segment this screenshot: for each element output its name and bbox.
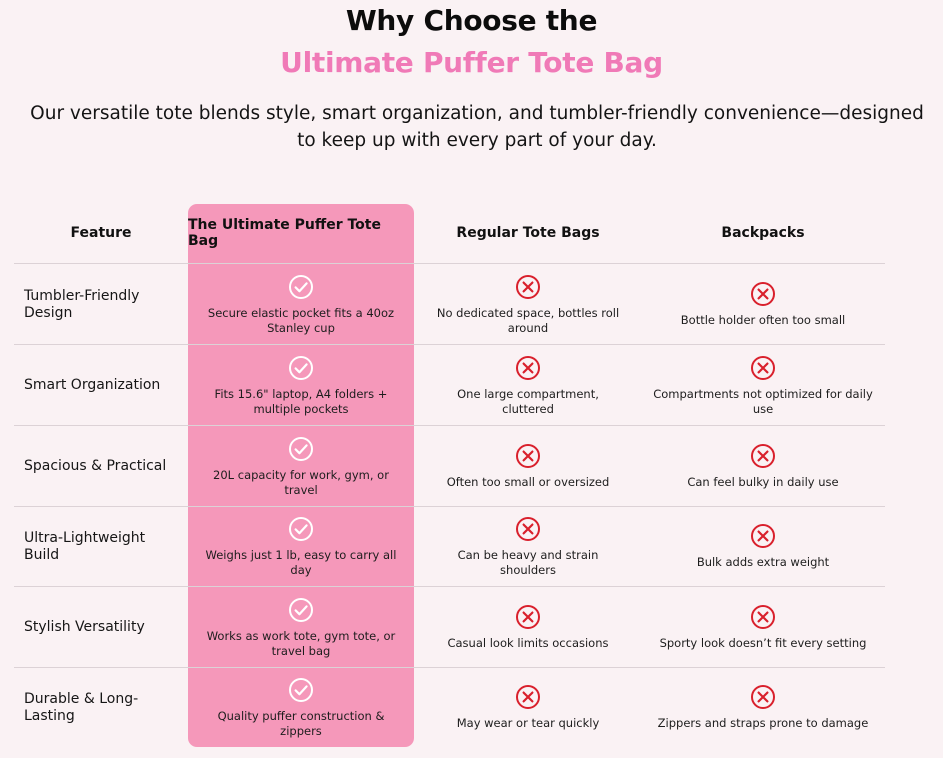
row-divider [14, 667, 885, 668]
check-circle-icon [288, 274, 314, 300]
regular-cell [424, 506, 632, 587]
x-circle-icon [515, 604, 541, 630]
x-circle-icon [515, 684, 541, 710]
regular-cell [424, 587, 632, 668]
backpacks-cell-text: Bulk adds extra weight [696, 555, 830, 569]
check-circle-icon [288, 355, 314, 381]
regular-cell-text: No dedicated space, bottles roll around [436, 305, 620, 335]
x-circle-icon [515, 516, 541, 542]
row-divider [14, 263, 885, 264]
row-divider [14, 425, 885, 426]
regular-cell-text: Often too small or oversized [446, 475, 610, 489]
check-circle-icon [288, 597, 314, 623]
ultimate-cell-text: 20L capacity for work, gym, or travel [213, 467, 389, 497]
backpacks-cell-text: Compartments not optimized for daily use [653, 386, 873, 416]
header-regular: Regular Tote Bags [456, 225, 600, 241]
x-circle-icon [515, 274, 541, 300]
check-circle-icon [288, 677, 314, 703]
check-circle-icon [288, 516, 314, 542]
ultimate-cell [188, 587, 414, 668]
ultimate-cell [188, 264, 414, 345]
regular-cell-text: May wear or tear quickly [456, 716, 600, 730]
regular-cell-text: One large compartment, cluttered [457, 386, 599, 416]
ultimate-cell-text: Secure elastic pocket fits a 40oz Stanley cup [207, 305, 395, 335]
page-subtitle: Our versatile tote blends style, smart organization, and tumbler-friendly convenience—designed to keep up with every part of your day. [30, 103, 924, 151]
backpacks-cell-text: Sporty look doesn’t fit every setting [659, 636, 867, 650]
x-circle-icon [750, 523, 776, 549]
backpacks-cell-text: Bottle holder often too small [680, 313, 846, 327]
page-title-line1: Why Choose the [345, 4, 598, 37]
feature-label: Durable & Long-Lasting [24, 690, 139, 724]
page-title-line2: Ultimate Puffer Tote Bag [280, 46, 663, 79]
ultimate-cell-text: Weighs just 1 lb, easy to carry all day [205, 547, 397, 577]
backpacks-cell [646, 506, 880, 587]
ultimate-cell [188, 345, 414, 426]
backpacks-cell [646, 667, 880, 748]
regular-cell [424, 264, 632, 345]
regular-cell-text: Casual look limits occasions [447, 636, 609, 650]
header-backpacks: Backpacks [721, 225, 805, 241]
regular-cell [424, 426, 632, 507]
backpacks-cell-text: Can feel bulky in daily use [687, 475, 839, 489]
row-divider [14, 344, 885, 345]
x-circle-icon [750, 684, 776, 710]
table-row [14, 264, 885, 345]
ultimate-cell [188, 667, 414, 748]
backpacks-cell [646, 587, 880, 668]
header-feature: Feature [70, 225, 132, 241]
x-circle-icon [750, 355, 776, 381]
ultimate-cell [188, 506, 414, 587]
regular-cell [424, 345, 632, 426]
row-divider [14, 506, 885, 507]
x-circle-icon [750, 604, 776, 630]
x-circle-icon [750, 281, 776, 307]
table-row [14, 667, 885, 748]
feature-label: Tumbler-Friendly Design [24, 287, 140, 321]
backpacks-cell [646, 345, 880, 426]
backpacks-cell [646, 264, 880, 345]
table-row [14, 426, 885, 507]
x-circle-icon [750, 443, 776, 469]
feature-label: Spacious & Practical [24, 458, 167, 474]
table-row [14, 506, 885, 587]
row-divider [14, 586, 885, 587]
x-circle-icon [515, 443, 541, 469]
table-row [14, 345, 885, 426]
ultimate-cell [188, 426, 414, 507]
ultimate-cell-text: Quality puffer construction & zippers [217, 708, 385, 738]
check-circle-icon [288, 436, 314, 462]
ultimate-cell-text: Works as work tote, gym tote, or travel bag [206, 628, 396, 658]
header-ultimate: The Ultimate Puffer Tote Bag [188, 217, 381, 249]
regular-cell-text: Can be heavy and strain shoulders [457, 547, 599, 577]
x-circle-icon [515, 355, 541, 381]
backpacks-cell [646, 426, 880, 507]
feature-label: Ultra-Lightweight Build [24, 529, 146, 563]
table-row [14, 587, 885, 668]
regular-cell [424, 667, 632, 748]
ultimate-cell-text: Fits 15.6" laptop, A4 folders + multiple pockets [214, 386, 388, 416]
feature-label: Smart Organization [24, 377, 161, 393]
feature-label: Stylish Versatility [24, 619, 145, 635]
backpacks-cell-text: Zippers and straps prone to damage [657, 716, 869, 730]
